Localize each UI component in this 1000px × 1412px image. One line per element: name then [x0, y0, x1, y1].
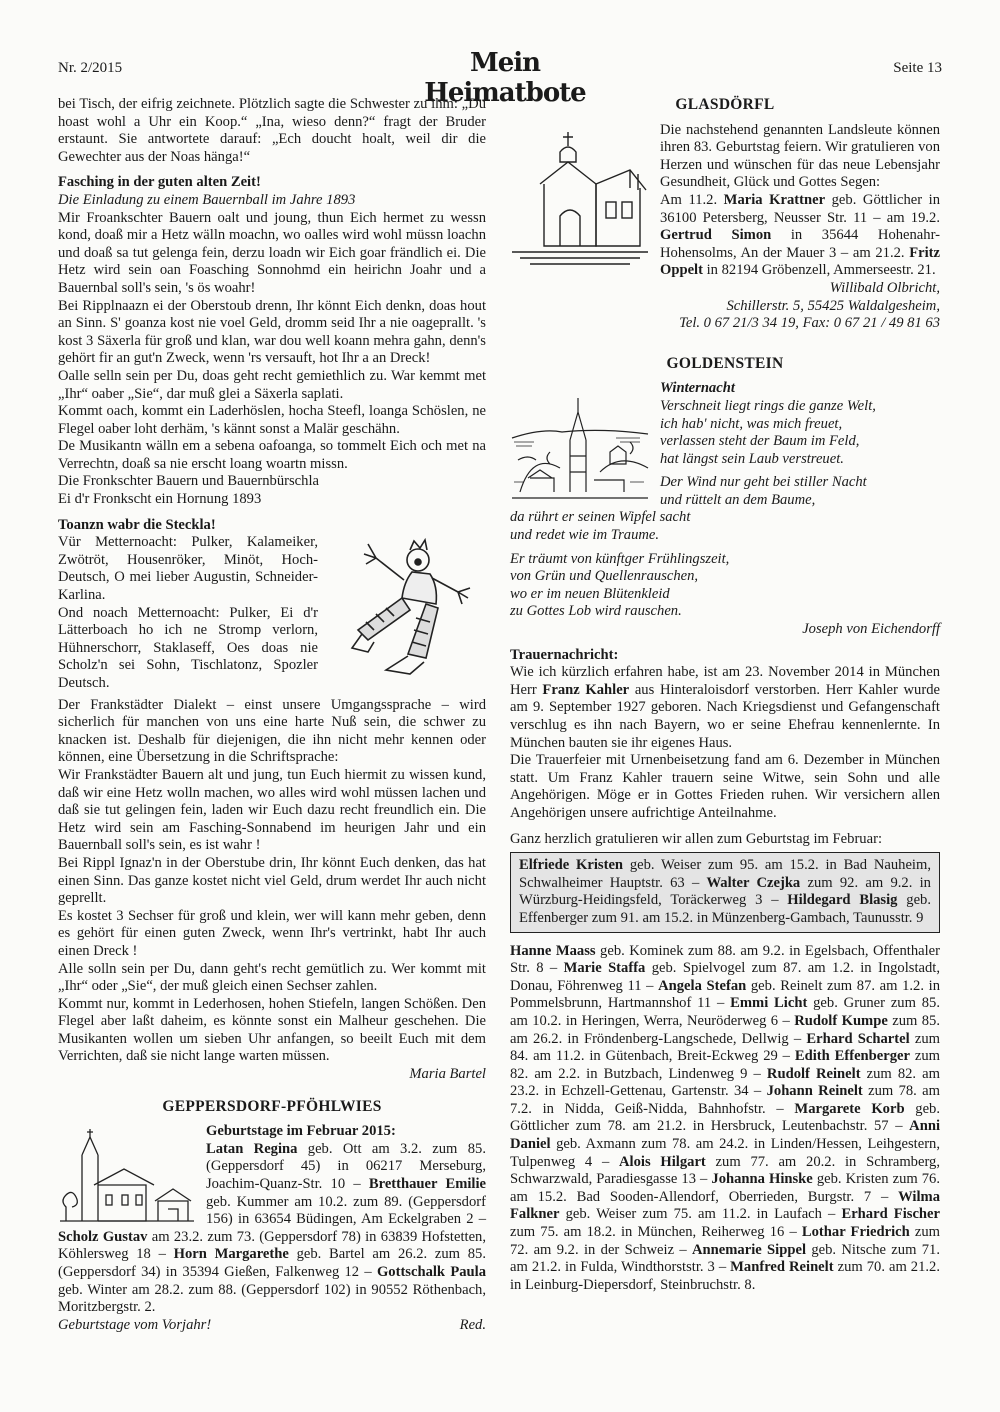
person-details: zum 82. am 23.2. in Echzell-Gettenau, Gartenstr. 34 – [510, 1065, 940, 1100]
poem-line: von Grün und Quellenrauschen, [510, 568, 699, 585]
toanzn-heading: Toanzn wabr die Steckla! [58, 516, 216, 533]
clown-illustration [326, 538, 486, 678]
editor-signature: Red. [459, 1316, 486, 1333]
glasdoerfl-birthday-list: Am 11.2. Maria Krattner geb. Göttlicher in 36100 Petersberg, Neusser Str. 11 – am 19.2. Gertrud Simon in 35644 Hohenahr-Hohensolms, An der Mauer 3 – am 21.2. Fritz Oppelt in 82194 Gröbenzell, Ammerseestr. 21. [660, 191, 941, 279]
person-details: geb. Gruner zum 85. am 10.2. in Heringen, Werra, Neuröderweg 6 – [510, 995, 941, 1029]
person-name: Manfred Reinelt [730, 1259, 834, 1276]
poem-line: wo er im neuen Blütenkleid [510, 585, 670, 602]
goldenstein-heading: GOLDENSTEIN [666, 354, 784, 372]
person-name: Wilma Falkner [510, 1188, 940, 1223]
intro-paragraph: bei Tisch, der eifrig zeichnete. Plötzlich sagte die Schwester zu ihm: „Du hoast wohl a Uhr ein Koop.“ „Ina, wieso denn?“ fragt der Bruder erstaunt. Sie antwortete darauf: „Ech doucht hoalt, weil dir die Gewechter aus der Noas hänga!“ [58, 96, 486, 165]
chapel-illustration [510, 124, 650, 274]
dialekt-paragraph: Wir Frankstädter Bauern alt und jung, tun Euch hiermit zu wissen kund, daß wir eine Hetz wolln machen, wo alles wird wohl müssen lachen und daß sie tut gelingen fein, laden wir Euch dazu recht freundlich ein. Die Hetz wird sein am Fasching-Sonnabend im heurigen Jahr und ein Bauernball soll's sein, es ist wahr ! [58, 766, 486, 854]
person-details: in 35644 Hohenahr-Hohensolms, An der Mauer 3 – am 21.2. [660, 227, 941, 261]
poem-line: und redet wie im Traume. [510, 527, 660, 544]
geppersdorf-subheading: Geburtstage im Februar 2015: [206, 1123, 396, 1140]
person-details: geb. Ott am 3.2. zum 85. (Geppersdorf 45) in 06217 Merseburg, Joachim-Quanz-Str. 10 – [206, 1140, 486, 1193]
dialekt-paragraph: Alle solln sein per Du, dann geht's recht gemütlich zu. Wer kommt mit „Ihr“ oder „Sie“, der muß gleich einen Sechser zahlen. [58, 960, 486, 995]
person-name: Annemarie Sippel [692, 1241, 806, 1258]
person-details: zum 82. am 2.2. in Butzbach, Lindenweg 9 – [510, 1048, 940, 1082]
person-details: zum 84. am 11.2. in Gütenbach, Breit-Eckweg 29 – [510, 1030, 940, 1065]
person-name: Horn Margarethe [173, 1246, 289, 1263]
poem-line: ich hab' nicht, was mich freuet, [660, 415, 843, 432]
person-name: Maria Krattner [723, 191, 826, 208]
person-details: zum 77. am 20.2. in Schramberg, Schwarzwald, Paradiesgasse 13 – [510, 1153, 940, 1188]
glasdoerfl-heading: GLASDÖRFL [675, 96, 775, 113]
person-details: zum 92. am 9.2. in Würzburg-Heidingsfeld, Toräckerweg 3 – [519, 874, 931, 909]
poem-author: Joseph von Eichendorff [802, 621, 940, 638]
trauer-paragraph: Die Trauerfeier mit Urnenbeisetzung fand am 6. Dezember in München statt. Um Franz Kahler trauern seine Witwe, sein Sohn und alle Angehörigen. Möge er in Gottes Frieden ruhen. Wir versichern allen Angehörigen unsere aufrichtige Anteilnahme. [510, 752, 940, 821]
fasching-paragraph: Mir Froankschter Bauern oalt und joung, thun Eich hermet zu wessn kond, doaß mir a Hetz wälln moachn, wo oalles wird wohl müssn loachn und doaß sa tut gelenga fein, derzu loadn wir Eich goar frändlich ei. Die Hetz wird sein oan Foasching Sonnohmd ein heirichn Joahr und a Bauernbal soll's sein, 's ös woahr! [58, 209, 486, 296]
glasdoerfl-signature-address: Schillerstr. 5, 55425 Waldalgesheim, [726, 297, 940, 314]
dialekt-paragraph: Der Frankstädter Dialekt – einst unsere Umgangssprache – wird sicherlich für manchen von uns eine harte Nuß sein, die schwer zu knacken ist. Deshalb für diejenigen, die ihn nicht mehr kennen oder können, eine Übersetzung in die Schriftsprache: [58, 696, 486, 766]
person-details: in 82194 Gröbenzell, Ammerseestr. 21. [702, 262, 936, 279]
person-name: Rudolf Kumpe [794, 1012, 888, 1029]
congrats-intro: Ganz herzlich gratulieren wir allen zum Geburtstag im Februar: [510, 830, 882, 847]
glasdoerfl-signature-name: Willibald Olbricht, [829, 279, 940, 296]
author-signature: Maria Bartel [409, 1066, 486, 1083]
person-details: zum 75. am 18.2. in München, Reiherweg 16 – [510, 1224, 802, 1241]
issue-number: Nr. 2/2015 [58, 60, 123, 76]
goldenstein-village-illustration [510, 382, 650, 502]
poem-line: und rüttelt an dem Baume, [660, 491, 816, 508]
person-details: geb. Weiser zum 95. am 15.2. in Bad Nauheim, Schwalheimer Hauptstr. 63 – [519, 857, 931, 891]
person-name: Hildegard Blasig [787, 892, 898, 909]
person-details: geb. Axmann zum 78. am 24.2. in Linden/Hessen, Leihgestern, Tulpenweg 4 – [510, 1136, 940, 1170]
person-name: Alois Hilgart [619, 1153, 706, 1170]
person-details: zum 70. am 21.2. in Leinburg-Diepersdorf, Steinbruchstr. 8. [510, 1259, 940, 1293]
fasching-paragraph: Bei Ripplnaazn ei der Oberstoub drenn, Ihr könnt Eich denkn, doas hout an Sinn. S' goanza kost nie voel Geld, dromm seid Ihr a nie oageprallt. 's kost 3 Säxerla für groß und klan, war dou well koann mehra gahn, denn's gehört fir an gut'n Zweck, wenn 'rs versauft, hot Ihr a an Dreck! [58, 297, 486, 367]
person-name: Bretthauer Emilie [368, 1176, 486, 1193]
person-name: Erhard Fischer [841, 1206, 940, 1223]
fasching-paragraph: De Musikantn wälln em a sebena oafoanga, so tommelt Eich och met na Verrechtn, doaß sa nie erscht loang woartn missn. [58, 438, 486, 472]
page-number: Seite 13 [893, 60, 942, 76]
person-details: geb. Nitsche zum 71. am 21.2. in Fulda, Windthorststr. 3 – [510, 1241, 940, 1276]
person-name: Fritz Oppelt [660, 244, 940, 279]
person-name: Lothar Friedrich [801, 1224, 910, 1241]
fasching-paragraph: Oalle selln sein per Du, doas geht recht gemiethlich zu. War kemmt met „Ihr“ oaber „Sie“, dar muß glei a Säxerla saplati. [58, 367, 486, 402]
person-details: geb. Göttlicher in 36100 Petersberg, Neusser Str. 11 – am 19.2. [660, 191, 940, 226]
person-details: zum 72. am 9.2. in der Schweiz – [510, 1224, 940, 1258]
church-village-illustration [58, 1125, 196, 1225]
person-details: geb. Winter am 28.2. zum 88. (Geppersdorf 102) in 90552 Röthenbach, Moritzbergstr. 2. [58, 1281, 486, 1316]
person-details: geb. Kummer am 10.2. zum 89. (Geppersdorf 156) in 63654 Büdingen, Am Eckelgraben 2 – [206, 1193, 486, 1228]
dialekt-paragraph: Bei Rippl Ignaz'n in der Oberstube drin, Ihr könnt Euch denken, das hat einen Sinn. Das ganze kostet nicht viel Geld, drum werdet Ihr auch nicht geprellt. [58, 854, 486, 907]
person-details: geb. Reinelt zum 87. am 1.2. in Pommelsbrunn, Hartmannshof 11 – [510, 977, 940, 1012]
person-details: zum 85. am 26.2. in Fröndenberg-Langschede, Dellwig – [510, 1012, 940, 1047]
geppersdorf-footer [58, 1317, 486, 1335]
highlight-birthday-list [519, 857, 931, 927]
poem-title: Winternacht [660, 380, 735, 397]
person-name: Rudolf Reinelt [766, 1065, 861, 1082]
person-details: geb. Göttlicher zum 78. am 21.2. in Hersbruck, Leutenbachstr. 57 – [510, 1100, 941, 1135]
poem-line: hat längst sein Laub verstreuet. [660, 450, 844, 467]
left-column [58, 96, 486, 1334]
deceased-name: Franz Kahler [542, 681, 630, 698]
geppersdorf-footer-note: Geburtstage vom Vorjahr! [58, 1316, 212, 1333]
trauer-heading: Trauernachricht: [510, 646, 619, 663]
poem-line: Der Wind nur geht bei stiller Nacht [660, 474, 867, 491]
person-name: Hanne Maass [510, 942, 596, 959]
person-name: Walter Czejka [706, 874, 801, 891]
masthead-logo: Mein Heimatbote [424, 48, 586, 108]
toanzn-paragraph: Vür Metternoacht: Pulker, Kalameiker, Zwötröt, Housenröker, Minöt, Hoch-Deutsch, O mei lieber Augustin, Schneider-Karlina. [58, 534, 318, 604]
geppersdorf-heading: GEPPERSDORF-PFÖHLWIES [162, 1097, 382, 1115]
person-name: Johanna Hinske [711, 1171, 813, 1188]
right-column [510, 96, 940, 1294]
poem-line: da rührt er seinen Wipfel sacht [510, 509, 691, 526]
person-name: Margarete Korb [794, 1100, 905, 1117]
person-name: Gertrud Simon [660, 227, 772, 244]
person-details: zum 78. am 7.2. in Nidda, Geiß-Nidda, Bahnhofstr. – [510, 1083, 940, 1117]
glasdoerfl-signature-phone: Tel. 0 67 21/3 34 19, Fax: 0 67 21 / 49 81 63 [679, 315, 940, 332]
dialekt-paragraph: Kommt nur, kommt in Lederhosen, hohen Stiefeln, langen Schößen. Den Flegel aber laßt daheim, es könnte sonst ein Malheur geschehen. Die Musikanten wollen um sieben Uhr anfangen, so beeilt Euch mit dem Verrichten, daß sie nicht lange warten müssen. [58, 995, 486, 1065]
birthday-list [510, 943, 940, 1295]
poem-line: verlassen steht der Baum im Feld, [660, 433, 860, 450]
person-name: Latan Regina [206, 1140, 298, 1157]
person-name: Emmi Licht [730, 995, 808, 1012]
highlight-birthday-box [510, 852, 940, 932]
person-name: Scholz Gustav [58, 1228, 148, 1245]
person-details: geb. Spielvogel zum 87. am 1.2. in Ingolstadt, Donau, Föhrenweg 11 – [510, 960, 940, 994]
toanzn-paragraph: Ond noach Metternoacht: Pulker, Ei d'r Lätterboach ho ich ne Stromp verlorn, Hühnerschorr, Staklaseff, Oes doas nie Scholz'n sei Sohn, Tischlatonz, Spozler Deutsch. [58, 604, 318, 691]
person-name: Edith Effenberger [794, 1048, 910, 1065]
poem-line: Er träumt von künftger Frühlingszeit, [510, 550, 730, 567]
fasching-subheading: Die Einladung zu einem Bauernball im Jahre 1893 [58, 191, 356, 208]
fasching-signature-line: Die Fronkschter Bauern und Bauernbürschla [58, 473, 319, 490]
person-details: geb. Bartel am 26.2. zum 85. (Geppersdorf 34) in 35394 Gießen, Falkenweg 12 – [58, 1246, 486, 1280]
fasching-paragraph: Kommt oach, kommt ein Laderhöslen, hocha Steefl, loanga Schöslen, ne Flegel oaber loht derhäm, 's kännt sonst a Malär geschähn. [58, 403, 486, 437]
person-name: Gottschalk Paula [376, 1264, 486, 1280]
fasching-date-line: Ei d'r Fronkscht ein Hornung 1893 [58, 491, 262, 508]
glasdoerfl-intro: Die nachstehend genannten Landsleute können ihren 83. Geburtstag feiern. Wir gratulieren von Herzen und wünschen für das neue Lebensjahr Gesundheit, Glück und Gottes Segen: [660, 121, 940, 191]
person-name: Elfriede Kristen [519, 857, 624, 874]
fasching-heading: Fasching in der guten alten Zeit! [58, 174, 261, 191]
person-name: Angela Stefan [658, 977, 747, 994]
poem-line: Verschneit liegt rings die ganze Welt, [660, 397, 876, 414]
person-name: Johann Reinelt [766, 1083, 863, 1100]
person-details: geb. Effenberger zum 91. am 15.2. in Münzenberg-Gambach, Taunusstr. 9 [519, 892, 931, 926]
person-details: geb. Kristen zum 76. am 15.2. Bad Sooden-Allendorf, Oberrieden, Burgstr. 7 – [510, 1171, 941, 1205]
poem-line: zu Gottes Lob wird rauschen. [510, 603, 682, 620]
person-details: am 23.2. zum 73. (Geppersdorf 78) in 63839 Hofstetten, Köhlersweg 18 – [58, 1228, 486, 1263]
person-name: Erhard Schartel [806, 1030, 910, 1047]
trauer-paragraph: Wie ich kürzlich erfahren habe, ist am 23. November 2014 in München Herr Franz Kahler aus Hinteraloisdorf verstorben. Herr Kahler wurde am 9. September 1927 geboren. Nach Kriegsdienst und Gefangenschaft verschlug es ihn nach Bayern, wo er seine Ehefrau kennenlernte. In München bauten sie ihr eigenes Haus. [510, 664, 940, 751]
person-details: geb. Weiser zum 75. am 11.2. in Laufach – [559, 1206, 842, 1223]
dialekt-paragraph: Es kostet 3 Sechser für groß und klein, wer will kann mehr geben, denn es gehört für einen guten Zweck, wenn Ihr's vertrinkt, habt Ihr auch einen Dreck ! [58, 907, 486, 959]
person-details: geb. Kominek zum 88. am 9.2. in Egelsbach, Offenthaler Str. 8 – [510, 942, 941, 977]
person-name: Marie Staffa [563, 960, 646, 977]
person-name: Anni Daniel [510, 1118, 940, 1153]
